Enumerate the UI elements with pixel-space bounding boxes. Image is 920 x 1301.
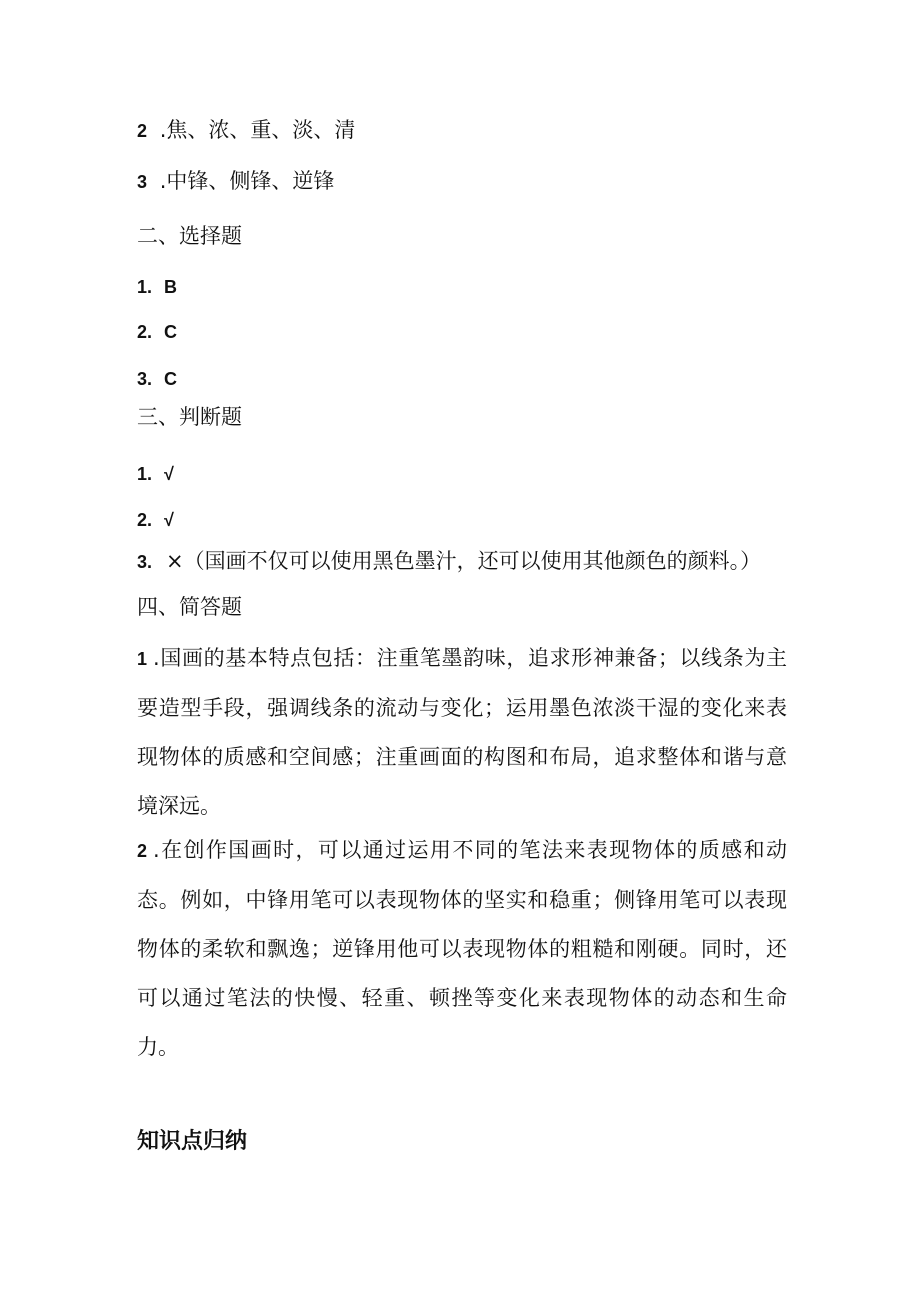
fill-in-answer-2 [137,116,355,145]
choice-answer-3 [137,364,177,393]
item-number: 2 [137,841,148,861]
section-title-judgment: 三、判断题 [137,405,242,429]
knowledge-summary-heading: 知识点归纳 [137,1129,248,1154]
short-answer-1 [137,634,787,831]
answer-value: √ [164,510,174,530]
item-number: 1. [137,464,153,484]
answer-value: B [164,277,178,297]
item-number: 2. [137,510,153,530]
answer-value: C [164,322,178,342]
item-number: 3. [137,552,153,572]
section-title-short-answer: 四、简答题 [137,595,242,619]
item-number: 3 [137,172,148,192]
judgment-answer-1 [137,459,174,488]
item-number: 1 [137,649,148,669]
judgment-answer-2 [137,505,174,534]
answer-value: ×（国画不仅可以使用黑色墨汁，还可以使用其他颜色的颜料。） [166,549,762,573]
section-title-choice: 二、选择题 [137,224,242,248]
item-number: 3. [137,369,153,389]
choice-answer-2 [137,317,177,346]
answer-value: C [164,369,178,389]
item-number: 1. [137,277,153,297]
answer-text: .焦、浓、重、淡、清 [159,118,356,142]
fill-in-answer-3 [137,167,334,196]
judgment-answer-3 [137,547,761,576]
answer-value: √ [164,464,174,484]
answer-text: .中锋、侧锋、逆锋 [159,169,335,193]
item-number: 2. [137,322,153,342]
answer-text: .国画的基本特点包括：注重笔墨韵味，追求形神兼备；以线条为主要造型手段，强调线条的流动与变化；运用墨色浓淡干湿的变化来表现物体的质感和空间感；注重画面的构图和布局，追求整体和谐与意境深远。 [137,646,787,818]
answer-text: .在创作国画时，可以通过运用不同的笔法来表现物体的质感和动态。例如，中锋用笔可以表现物体的坚实和稳重；侧锋用笔可以表现物体的柔软和飘逸；逆锋用他可以表现物体的粗糙和刚硬。同时，还可以通过笔法的快慢、轻重、顿挫等变化来表现物体的动态和生命力。 [137,838,787,1059]
short-answer-2 [137,826,787,1072]
choice-answer-1 [137,272,177,301]
item-number: 2 [137,121,148,141]
